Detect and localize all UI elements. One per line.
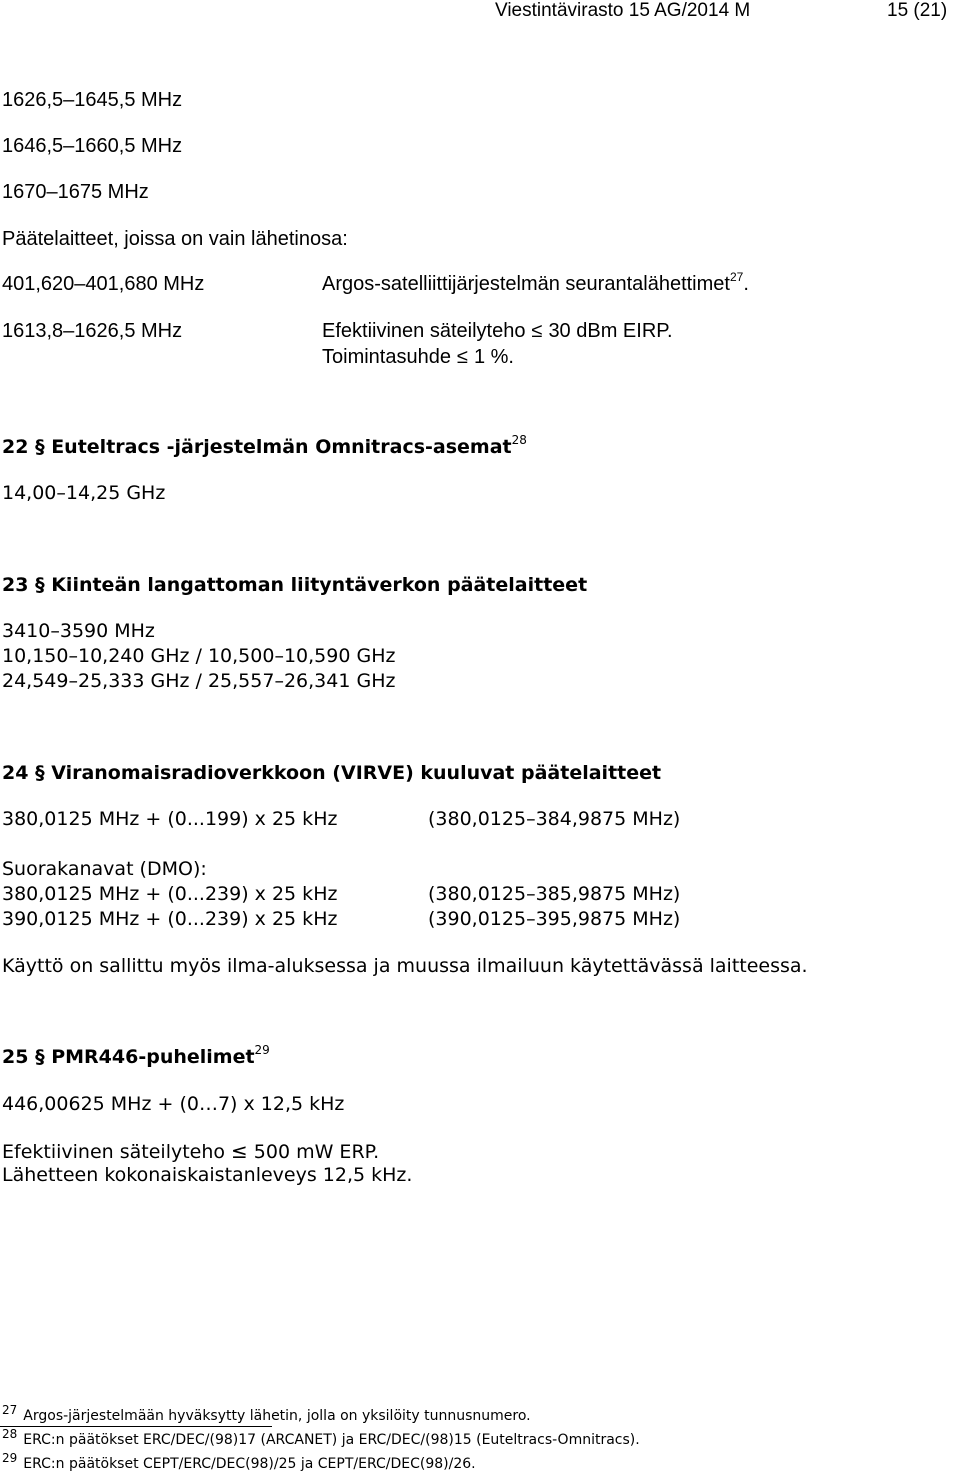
section-23-freq-2: 10,150–10,240 GHz / 10,500–10,590 GHz — [2, 645, 396, 667]
section-24-title: Viranomaisradioverkkoon (VIRVE) kuuluvat päätelaitteet — [51, 762, 662, 784]
footnote-number: 29 — [2, 1451, 18, 1465]
argos-desc-text: Argos-satelliittijärjestelmän seurantalähettimet — [322, 273, 730, 295]
eirp-label: Efektiivinen säteilyteho — [322, 320, 526, 342]
footnote-text: ERC:n päätökset CEPT/ERC/DEC(98)/25 ja CEPT/ERC/DEC(98)/26. — [23, 1456, 476, 1472]
pmr446-bandwidth: Lähetteen kokonaiskaistanleveys 12,5 kHz. — [2, 1164, 413, 1186]
pmr446-freq: 446,00625 MHz + (0…7) x 12,5 kHz — [2, 1093, 345, 1115]
eirp-value: 30 dBm EIRP. — [548, 320, 673, 342]
footnote-text: Argos-järjestelmään hyväksytty lähetin, jolla on yksilöity tunnusnumero. — [23, 1408, 531, 1424]
section-24-number: 24 — [2, 762, 29, 784]
section-25-title: PMR446-puhelimet — [51, 1046, 255, 1068]
pmr446-erp-label: Efektiivinen säteilyteho — [2, 1141, 226, 1163]
argos-desc — [322, 270, 749, 296]
section-22-number: 22 — [2, 436, 29, 458]
transmit-only-label: Päätelaitteet, joissa on vain lähetinosa: — [2, 228, 348, 250]
argos-freq: 401,620–401,680 MHz — [2, 273, 205, 295]
footnote-text: ERC:n päätökset ERC/DEC/(98)17 (ARCANET) ja ERC/DEC/(98)15 (Euteltracs-Omnitracs). — [23, 1432, 640, 1448]
less-equal-icon: ≤ — [531, 320, 543, 342]
freq-1613: 1613,8–1626,5 MHz — [2, 320, 183, 342]
duty-cycle-label: Toimintasuhde — [322, 346, 451, 368]
section-22-heading — [2, 433, 527, 458]
duty-cycle-line — [322, 346, 514, 369]
section-23-freq-3: 24,549–25,333 GHz / 25,557–26,341 GHz — [2, 670, 396, 692]
footnote-number: 28 — [2, 1427, 18, 1441]
footnote-number: 27 — [2, 1403, 18, 1417]
duty-cycle-value: 1 %. — [473, 346, 514, 368]
section-sign-icon: § — [35, 574, 45, 596]
section-sign-icon: § — [35, 762, 45, 784]
section-23-freq-1: 3410–3590 MHz — [2, 620, 155, 642]
footnote-ref-29[interactable]: 29 — [254, 1043, 270, 1057]
dmo-range-2: (390,0125–395,9875 MHz) — [428, 908, 681, 930]
dmo-label: Suorakanavat (DMO): — [2, 858, 207, 880]
aircraft-use-note: Käyttö on sallittu myös ilma-aluksessa ja muussa ilmailuun käytettävässä laitteessa. — [2, 955, 808, 977]
footnote-divider — [0, 1426, 272, 1427]
footnote-27 — [2, 1403, 531, 1424]
section-23-heading — [2, 574, 587, 596]
pmr446-erp — [2, 1139, 379, 1163]
page-number: 15 (21) — [887, 0, 948, 21]
dmo-formula-2: 390,0125 MHz + (0...239) x 25 kHz — [2, 908, 338, 930]
section-25-heading — [2, 1043, 270, 1068]
eirp-line — [322, 320, 673, 343]
footnote-28 — [2, 1427, 640, 1448]
section-22-freq: 14,00–14,25 GHz — [2, 482, 166, 504]
argos-desc-tail: . — [743, 273, 749, 295]
freq-line-2: 1646,5–1660,5 MHz — [2, 135, 183, 157]
less-equal-icon: ≤ — [456, 346, 468, 368]
freq-line-3: 1670–1675 MHz — [2, 181, 149, 203]
freq-line-1: 1626,5–1645,5 MHz — [2, 89, 183, 111]
section-25-number: 25 — [2, 1046, 29, 1068]
footnote-ref-28[interactable]: 28 — [511, 433, 527, 447]
section-sign-icon: § — [35, 436, 45, 458]
section-23-number: 23 — [2, 574, 29, 596]
dmo-formula-1: 380,0125 MHz + (0...239) x 25 kHz — [2, 883, 338, 905]
dmo-range-1: (380,0125–385,9875 MHz) — [428, 883, 681, 905]
section-sign-icon: § — [35, 1046, 45, 1068]
virve-channel-range: (380,0125–384,9875 MHz) — [428, 808, 681, 830]
section-23-title: Kiinteän langattoman liityntäverkon päätelaitteet — [51, 574, 588, 596]
header-left: Viestintävirasto 15 AG/2014 M — [495, 0, 751, 21]
footnote-ref-27[interactable]: 27 — [729, 270, 744, 284]
pmr446-erp-value: 500 mW ERP. — [253, 1141, 380, 1163]
less-equal-icon: ≤ — [231, 1139, 248, 1163]
footnote-29 — [2, 1451, 476, 1472]
section-22-title: Euteltracs -järjestelmän Omnitracs-asemat — [51, 436, 512, 458]
virve-channel-formula: 380,0125 MHz + (0...199) x 25 kHz — [2, 808, 338, 830]
section-24-heading — [2, 762, 661, 784]
